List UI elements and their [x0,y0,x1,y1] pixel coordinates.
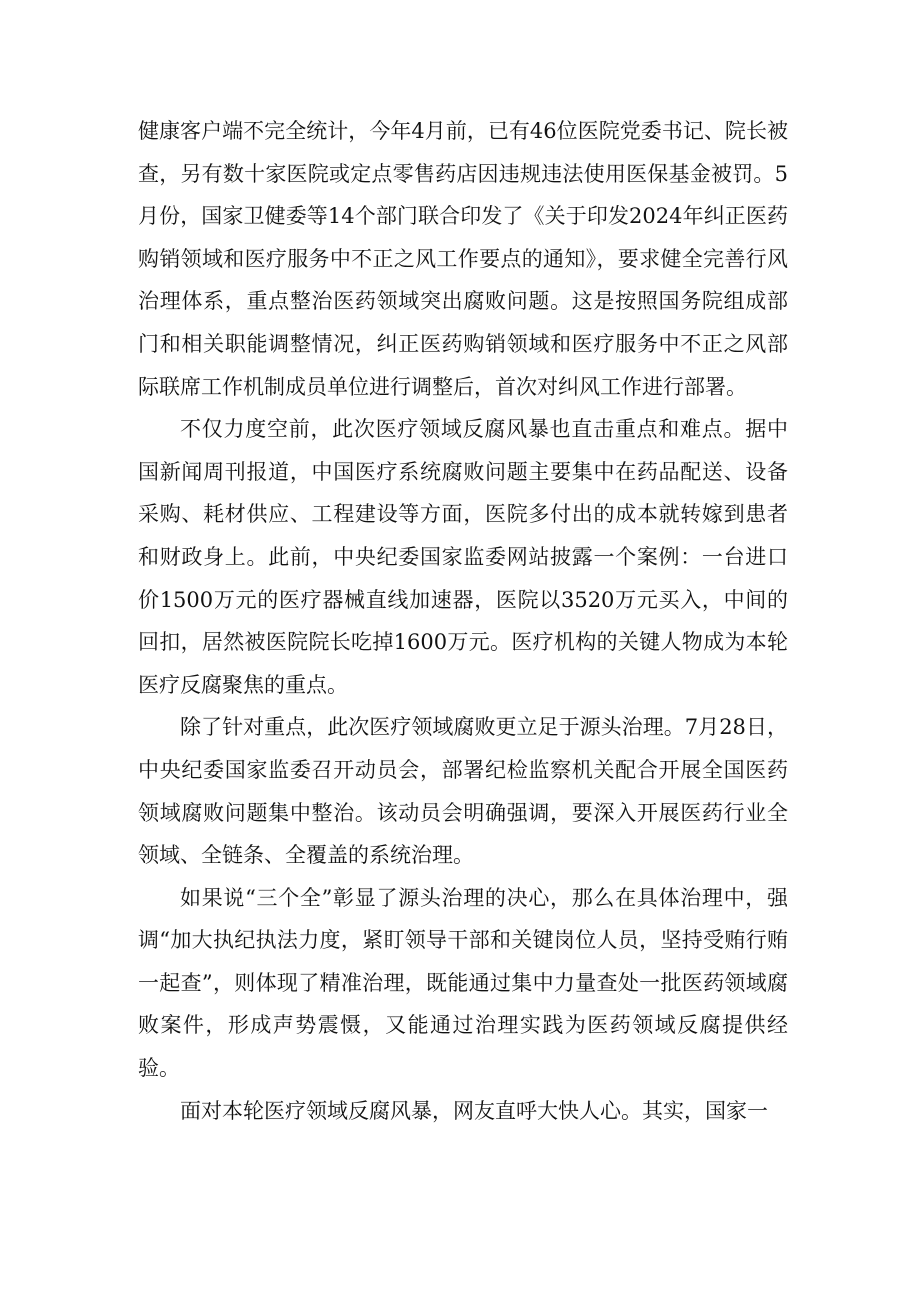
paragraph: 除了针对重点，此次医疗领域腐败更立足于源头治理。7月28日，中央纪委国家监委召开动员会，部署纪检监察机关配合开展全国医药领域腐败问题集中整治。该动员会明确强调，要深入开展医药行业全领域、全链条、全覆盖的系统治理。 [138,715,788,868]
body-text [138,110,788,1132]
paragraph-continued: 健康客户端不完全统计，今年4月前，已有46位医院党委书记、院长被查，另有数十家医院或定点零售药店因违规违法使用医保基金被罚。5月份，国家卫健委等14个部门联合印发了《关于印发2024年纠正医药购销领域和医疗服务中不正之风工作要点的通知》，要求健全完善行风治理体系，重点整治医药领域突出腐败问题。这是按照国务院组成部门和相关职能调整情况，纠正医药购销领域和医疗服务中不正之风部际联席工作机制成员单位进行调整后，首次对纠风工作进行部署。 [138,119,788,399]
paragraph-truncated: 面对本轮医疗领域反腐风暴，网友直呼大快人心。其实，国家一 [180,1098,768,1123]
paragraph: 如果说“三个全”彰显了源头治理的决心，那么在具体治理中，强调“加大执纪执法力度，紧盯领导干部和关键岗位人员，坚持受贿行贿一起查”，则体现了精准治理，既能通过集中力量查处一批医药领域腐败案件，形成声势震慑，又能通过治理实践为医药领域反腐提供经验。 [138,885,788,1081]
paragraph: 不仅力度空前，此次医疗领域反腐风暴也直击重点和难点。据中国新闻周刊报道，中国医疗系统腐败问题主要集中在药品配送、设备采购、耗材供应、工程建设等方面，医院多付出的成本就转嫁到患者和财政身上。此前，中央纪委国家监委网站披露一个案例：一台进口价1500万元的医疗器械直线加速器，医院以3520万元买入，中间的回扣，居然被医院院长吃掉1600万元。医疗机构的关键人物成为本轮医疗反腐聚焦的重点。 [138,417,788,697]
